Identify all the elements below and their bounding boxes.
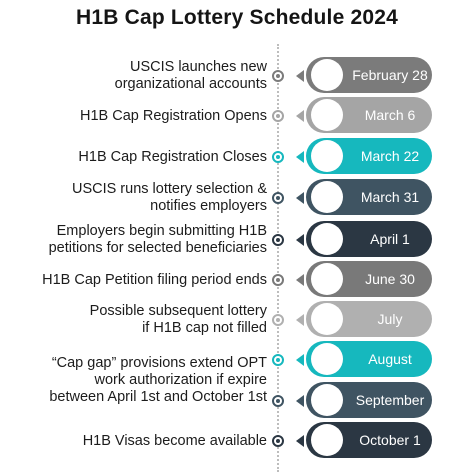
pointer-arrow-icon [296, 435, 304, 447]
timeline-dot-icon [272, 314, 284, 326]
event-description: H1B Cap Petition filing period ends [42, 271, 267, 288]
timeline-dot-icon [272, 274, 284, 286]
pill-circle-icon [311, 343, 343, 375]
timeline-row [0, 178, 474, 218]
pill-circle-icon [311, 59, 343, 91]
timeline-dot-icon [272, 192, 284, 204]
pointer-arrow-icon [296, 274, 304, 286]
page-title: H1B Cap Lottery Schedule 2024 [75, 6, 399, 29]
timeline-dot-icon [272, 234, 284, 246]
event-description: H1B Cap Registration Closes [78, 148, 267, 165]
event-date: July [377, 311, 403, 327]
pill-circle-icon [311, 140, 343, 172]
event-description: Employers begin submitting H1B petitions for selected beneficiaries [48, 223, 267, 256]
pill-circle-icon [311, 223, 343, 255]
event-date: April 1 [370, 231, 410, 247]
pointer-arrow-icon [296, 70, 304, 82]
event-date: February 28 [352, 67, 428, 83]
event-description: “Cap gap” provisions extend OPT work authorization if expire between April 1st and October 1st [49, 354, 267, 405]
event-date: June 30 [365, 271, 415, 287]
timeline-row [0, 421, 474, 461]
pointer-arrow-icon [296, 314, 304, 326]
timeline-row [0, 381, 474, 421]
event-date: September [355, 392, 425, 408]
timeline-row [0, 56, 474, 96]
event-description: H1B Cap Registration Opens [80, 107, 267, 124]
timeline-row [0, 96, 474, 136]
pill-circle-icon [311, 99, 343, 131]
timeline-dot-icon [272, 151, 284, 163]
event-date: August [368, 351, 412, 367]
timeline-dot-icon [272, 70, 284, 82]
timeline-dot-icon [272, 395, 284, 407]
pointer-arrow-icon [296, 354, 304, 366]
pill-circle-icon [311, 424, 343, 456]
timeline-dot-icon [272, 435, 284, 447]
timeline-row [0, 220, 474, 260]
pill-circle-icon [311, 303, 343, 335]
pointer-arrow-icon [296, 110, 304, 122]
event-description: Possible subsequent lottery if H1B cap not filled [89, 303, 267, 336]
event-description: USCIS launches new organizational accounts [114, 59, 267, 92]
event-description [5, 381, 267, 421]
pill-circle-icon [311, 263, 343, 295]
event-date: March 31 [360, 189, 420, 205]
event-description: USCIS runs lottery selection & notifies employers [71, 181, 267, 214]
pointer-arrow-icon [296, 395, 304, 407]
pointer-arrow-icon [296, 192, 304, 204]
timeline-dot-icon [272, 110, 284, 122]
pointer-arrow-icon [296, 151, 304, 163]
pill-circle-icon [311, 181, 343, 213]
pill-circle-icon [311, 384, 343, 416]
timeline-row [0, 137, 474, 177]
event-date: March 6 [364, 107, 416, 123]
pointer-arrow-icon [296, 234, 304, 246]
event-date: March 22 [360, 148, 420, 164]
timeline-row [0, 300, 474, 340]
timeline-row [0, 260, 474, 300]
timeline-dot-icon [272, 354, 284, 366]
event-description: H1B Visas become available [82, 432, 267, 449]
event-date: October 1 [359, 432, 421, 448]
